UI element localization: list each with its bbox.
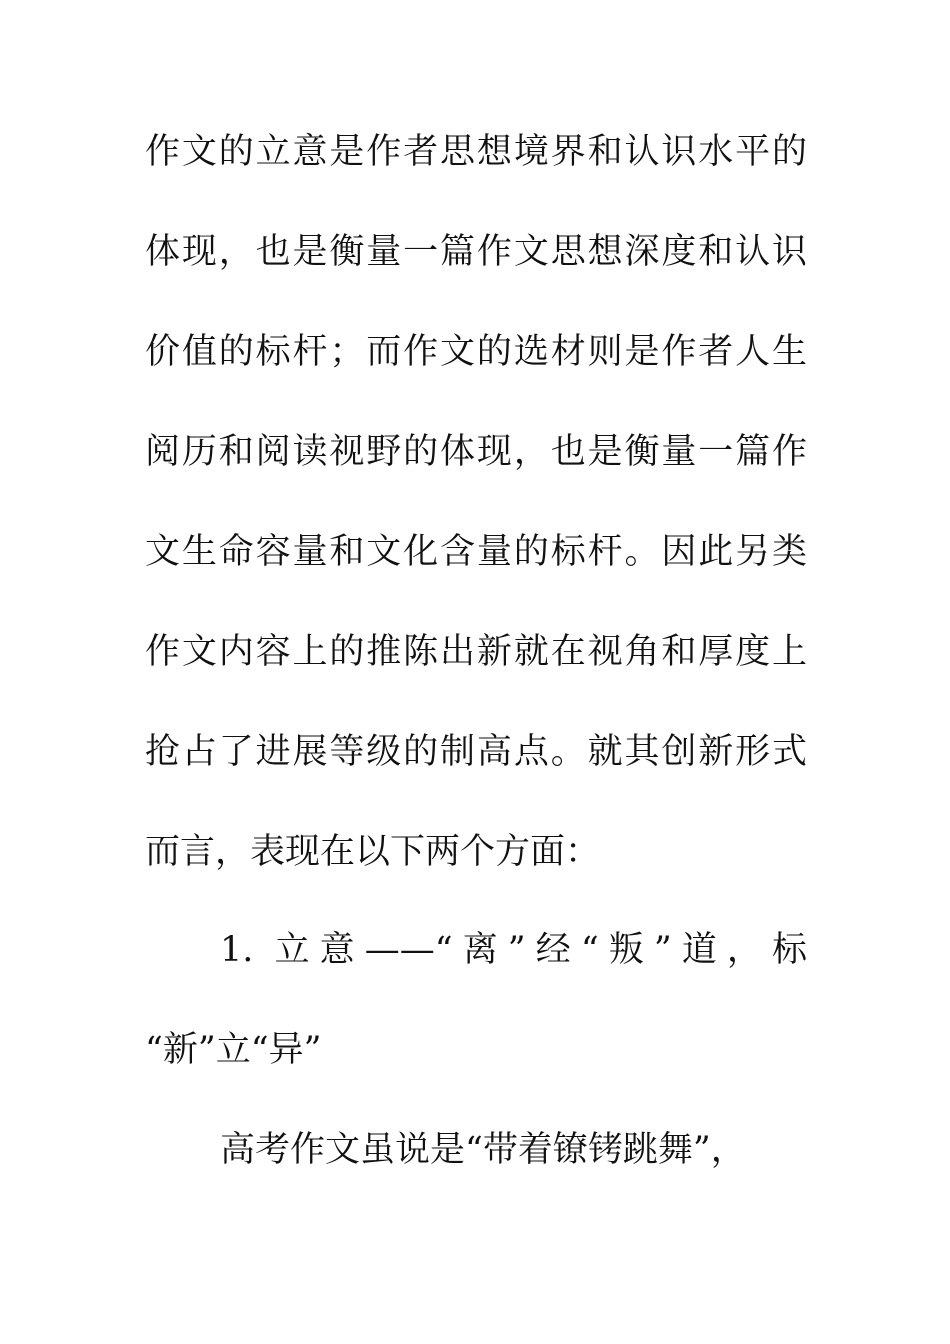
- body-text-line: 抢占了进展等级的制高点。就其创新形式: [145, 732, 807, 772]
- body-text-line: 文生命容量和文化含量的标杆。因此另类: [145, 532, 807, 572]
- body-text-line: 阅历和阅读视野的体现，也是衡量一篇作: [145, 432, 807, 472]
- body-text-line: 而言，表现在以下两个方面：: [145, 832, 601, 872]
- section-heading-continuation: “新”立“异”: [145, 1030, 322, 1070]
- body-text-line: 体现，也是衡量一篇作文思想深度和认识: [145, 232, 807, 272]
- section-heading: 1. 立意——“离”经“叛”道，标: [220, 930, 807, 970]
- paragraph-start: 高考作文虽说是“带着镣铐跳舞”，: [220, 1130, 746, 1170]
- body-text-line: 作文内容上的推陈出新就在视角和厚度上: [145, 632, 807, 672]
- body-text-line: 价值的标杆；而作文的选材则是作者人生: [145, 332, 807, 372]
- body-text-line: 作文的立意是作者思想境界和认识水平的: [145, 132, 807, 172]
